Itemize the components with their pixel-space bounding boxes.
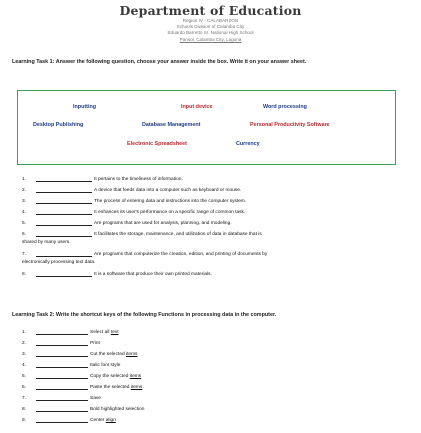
answer-blank[interactable] <box>36 334 88 335</box>
choices-box <box>17 90 396 165</box>
answer-blank[interactable] <box>36 367 88 368</box>
answer-blank[interactable] <box>36 192 92 193</box>
choice-database-management: Database Management <box>142 122 201 128</box>
answer-blank[interactable] <box>36 225 92 226</box>
item-number: 6. <box>22 385 27 390</box>
answer-blank[interactable] <box>36 236 92 237</box>
item-number: 4. <box>22 363 27 368</box>
division-line: Schools Division of Calamba City <box>176 24 245 30</box>
item-number: 1. <box>22 177 27 182</box>
item-text-underlined: items <box>129 374 142 379</box>
answer-blank[interactable] <box>36 276 92 277</box>
item-number: 7. <box>22 396 27 401</box>
item-text <box>90 352 137 358</box>
item-text-underlined: items <box>130 385 143 390</box>
item-text <box>90 374 141 380</box>
answer-blank[interactable] <box>36 411 88 412</box>
item-number: 7. <box>22 252 27 257</box>
item-text-underlined: items <box>126 352 138 357</box>
choice-word-processing: Word processing <box>263 104 307 110</box>
choice-personal-productivity: Personal Productivity Software <box>250 122 330 128</box>
item-number: 8. <box>22 407 27 412</box>
item-text <box>90 407 144 413</box>
item-text: Are programs that computerize the creation, edition, and printing of documents by <box>94 252 268 257</box>
item-number: 3. <box>22 352 27 357</box>
answer-blank[interactable] <box>36 356 88 357</box>
item-text: It facilitates the storage, maintenance, and utilization of data in database that is <box>94 232 262 237</box>
item-text-main: Center <box>90 418 106 423</box>
item-text-main: Save <box>90 396 101 401</box>
item-number: 2. <box>22 188 27 193</box>
task1-instruction: Learning Task 1: Answer the following question, choose your answer inside the box. Write it on your answer sheet. <box>12 59 307 65</box>
item-text-underlined: align <box>105 418 116 423</box>
answer-blank[interactable] <box>36 203 92 204</box>
choice-currency: Currency <box>236 141 260 147</box>
address-line: Pansol, Calamba City, Laguna <box>179 36 242 42</box>
item-text-main: Copy the selected <box>90 374 130 379</box>
item-text: A device that feeds data into a computer such as keyboard or mouse. <box>94 188 242 193</box>
item-number: 4. <box>22 210 27 215</box>
department-title: Department of Education <box>119 3 302 18</box>
item-text-main: Print <box>90 341 100 346</box>
choice-desktop-publishing: Desktop Publishing <box>33 122 84 128</box>
item-number: 5. <box>22 374 27 379</box>
item-number: 6. <box>22 232 27 237</box>
school-line: Eduardo Barretto Sr. National High School <box>167 30 254 36</box>
item-number: 5. <box>22 221 27 226</box>
item-text-underlined: text <box>110 330 119 335</box>
worksheet-page <box>0 3 421 433</box>
choice-electronic-spreadsheet: Electronic Spreadsheet <box>127 141 187 147</box>
choice-inputting: Inputting <box>73 104 97 110</box>
item-number: 8. <box>22 272 27 277</box>
item-text <box>90 363 120 369</box>
item-text: It pertains to the timeliness of information. <box>94 177 183 182</box>
item-text <box>90 330 119 336</box>
item-text: It is a software that produce their own printed materials. <box>94 272 212 277</box>
item-text <box>90 341 100 347</box>
answer-blank[interactable] <box>36 400 88 401</box>
answer-blank[interactable] <box>36 389 88 390</box>
item-text-main: Bold highlighted selection <box>90 407 145 412</box>
item-text <box>90 385 142 391</box>
region-line: Region IV - CALABARZON <box>182 18 239 23</box>
item-text: Are programs that are used for analysis, planning, and modeling. <box>94 221 232 226</box>
item-text <box>90 418 116 424</box>
item-text-main: Select all <box>90 330 111 335</box>
document-header <box>0 3 421 43</box>
answer-blank[interactable] <box>36 214 92 215</box>
item-continuation: shared by many users. <box>22 240 71 245</box>
item-text <box>90 396 101 402</box>
answer-blank[interactable] <box>36 422 88 423</box>
item-number: 2. <box>22 341 27 346</box>
item-text: The process of entering data and instructions into the computer system. <box>94 199 247 204</box>
item-text-main: Paste the selected <box>90 385 131 390</box>
choice-input-device: Input device <box>181 104 213 110</box>
answer-blank[interactable] <box>36 181 92 182</box>
answer-blank[interactable] <box>36 345 88 346</box>
item-number: 1. <box>22 330 27 335</box>
item-text-main: Cut the selected <box>90 352 126 357</box>
item-number: 3. <box>22 199 27 204</box>
task2-instruction: Learning Task 2: Write the shortcut keys of the following Functions in processing data in the computer. <box>12 312 277 318</box>
answer-blank[interactable] <box>36 378 88 379</box>
item-continuation: electronically processing text data. <box>22 260 96 265</box>
item-text: It enhances its user's performance on a specific range of common task. <box>94 210 246 215</box>
item-number: 9. <box>22 418 27 423</box>
answer-blank[interactable] <box>36 256 92 257</box>
item-text-main: Italic font style <box>90 363 121 368</box>
